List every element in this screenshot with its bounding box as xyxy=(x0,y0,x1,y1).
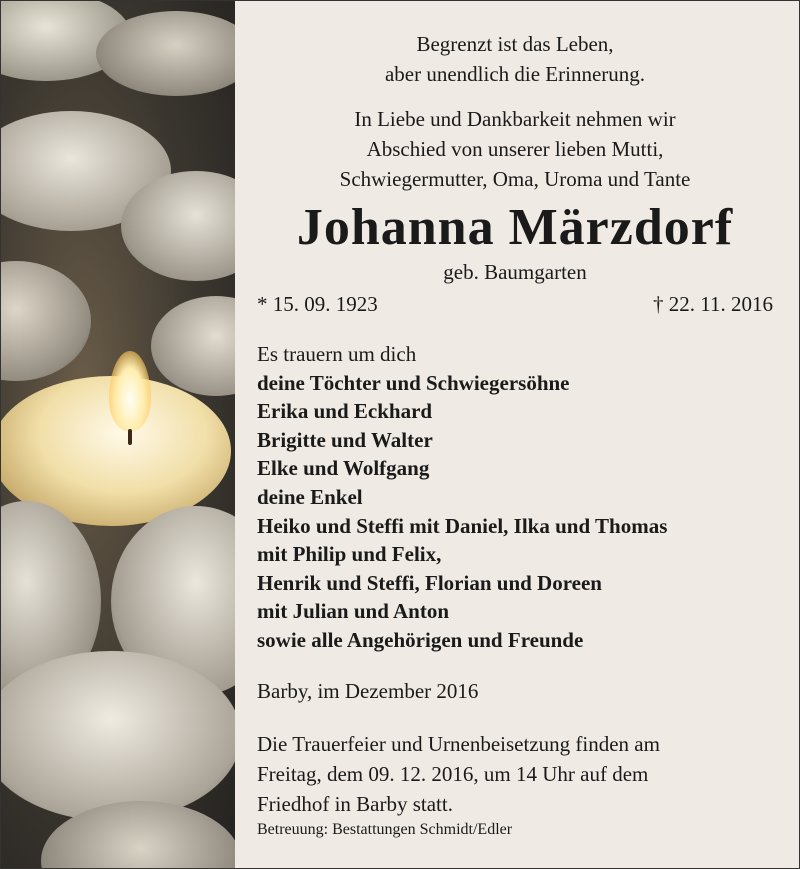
mourners-intro: Es trauern um dich xyxy=(257,342,417,366)
intro xyxy=(257,104,773,194)
motto xyxy=(257,29,773,89)
wick xyxy=(128,429,132,445)
flame-icon xyxy=(109,351,151,431)
deceased-name: Johanna Märzdorf xyxy=(296,199,734,256)
mourner-line: Erika und Eckhard xyxy=(257,399,433,424)
mourner-line: deine Enkel xyxy=(257,484,363,509)
mourner-line: Henrik und Steffi, Florian und Doreen xyxy=(257,570,602,595)
mourner-line: mit Philip und Felix, xyxy=(257,542,442,567)
funeral-line: Friedhof in Barby statt. xyxy=(257,792,453,816)
undertaker: Betreuung: Bestattungen Schmidt/Edler xyxy=(257,821,513,838)
mourner-line: sowie alle Angehörigen und Freunde xyxy=(257,627,584,652)
motto-line: Begrenzt ist das Leben, xyxy=(416,32,614,56)
mourner-line: Elke und Wolfgang xyxy=(257,456,430,481)
candle xyxy=(1,651,235,821)
intro-line: In Liebe und Dankbarkeit nehmen wir xyxy=(354,107,676,131)
life-dates xyxy=(257,289,773,319)
candle xyxy=(1,261,91,381)
mourner-line: Brigitte und Walter xyxy=(257,427,433,452)
intro-line: Schwiegermutter, Oma, Uroma und Tante xyxy=(339,167,691,191)
funeral-line: Die Trauerfeier und Urnenbeisetzung finden am xyxy=(257,732,660,756)
funeral-line: Freitag, dem 09. 12. 2016, um 14 Uhr auf dem xyxy=(257,762,649,786)
place-date: Barby, im Dezember 2016 xyxy=(257,679,479,703)
motto-line: aber unendlich die Erinnerung. xyxy=(384,62,646,86)
candle xyxy=(151,296,235,396)
birth-date: * 15. 09. 1923 xyxy=(257,292,378,316)
mourner-line: Heiko und Steffi mit Daniel, Ilka und Thomas xyxy=(257,513,668,538)
candles-photo xyxy=(1,1,235,868)
intro-line: Abschied von unserer lieben Mutti, xyxy=(366,137,664,161)
funeral-info xyxy=(257,729,773,819)
mourner-line: deine Töchter und Schwiegersöhne xyxy=(257,370,570,395)
death-date: † 22. 11. 2016 xyxy=(653,292,773,316)
mourners xyxy=(257,340,773,655)
candle xyxy=(96,11,235,96)
birth-name: geb. Baumgarten xyxy=(443,260,587,284)
mourner-line: mit Julian und Anton xyxy=(257,599,449,624)
